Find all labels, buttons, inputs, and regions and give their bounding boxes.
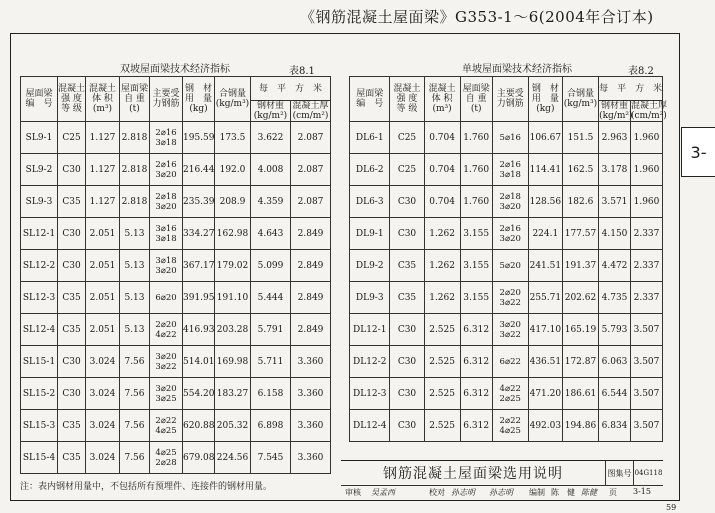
steel-amount-cell: 391.95 [183,282,215,314]
table-row [21,442,331,474]
header-cell: 钢材重 (kg/m²) [251,101,291,122]
beam-id-cell: SL15-2 [21,378,58,410]
review-signature: 吴孟西 [371,488,395,497]
header-cell: 合钢量 (kg/m³) [562,77,598,122]
steel-ratio-cell: 173.5 [215,122,251,154]
steel-per-m2-cell: 5.444 [251,282,291,314]
main-rebar-cell: 3⌀16 3⌀18 [150,218,183,250]
beam-id-cell: SL9-2 [21,154,58,186]
steel-ratio-cell: 169.98 [215,346,251,378]
left-table-body [21,122,331,474]
table-row [350,346,663,378]
concrete-thickness-cell: 2.087 [291,154,331,186]
main-rebar-cell: 2⌀20 4⌀22 [150,314,183,346]
steel-amount-cell: 255.71 [528,282,562,314]
design-label: 编制 [529,488,545,497]
concrete-thickness-cell: 3.360 [291,346,331,378]
concrete-thickness-cell: 3.507 [630,314,662,346]
header-cell: 主要受 力钢筋 [150,77,183,122]
steel-per-m2-cell: 2.963 [599,122,631,154]
concrete-volume-cell: 3.024 [86,442,120,474]
beam-id-cell: SL15-3 [21,410,58,442]
table-row [350,122,663,154]
beam-weight-cell: 1.760 [460,122,492,154]
steel-ratio-cell: 151.5 [562,122,598,154]
header-cell: 混凝土 强 度 等 级 [58,77,86,122]
main-rebar-cell: 3⌀20 3⌀25 [150,378,183,410]
concrete-thickness-cell: 2.849 [291,282,331,314]
table-row [350,218,663,250]
steel-amount-cell: 471.20 [528,378,562,410]
concrete-volume-cell: 2.525 [424,410,460,442]
steel-amount-cell: 195.59 [183,122,215,154]
main-rebar-cell: 2⌀18 3⌀20 [492,186,528,218]
steel-ratio-cell: 172.87 [562,346,598,378]
steel-per-m2-cell: 6.544 [599,378,631,410]
concrete-volume-cell: 0.704 [424,122,460,154]
concrete-volume-cell: 3.024 [86,346,120,378]
beam-id-cell: DL9-3 [350,282,390,314]
main-rebar-cell: 4⌀25 2⌀28 [150,442,183,474]
steel-per-m2-cell: 5.099 [251,250,291,282]
header-cell: 钢 材 用 量 (kg) [528,77,562,122]
main-rebar-cell: 2⌀22 4⌀25 [150,410,183,442]
steel-ratio-cell: 182.6 [562,186,598,218]
beam-weight-cell: 5.13 [120,282,150,314]
beam-id-cell: DL12-1 [350,314,390,346]
steel-amount-cell: 417.10 [528,314,562,346]
concrete-volume-cell: 0.704 [424,154,460,186]
steel-per-m2-cell: 5.711 [251,346,291,378]
beam-weight-cell: 1.760 [460,154,492,186]
main-rebar-cell: 3⌀20 3⌀22 [150,346,183,378]
concrete-thickness-cell: 2.849 [291,314,331,346]
atlas-label: 图集号 [606,461,634,486]
main-rebar-cell: 2⌀22 4⌀25 [492,410,528,442]
steel-ratio-cell: 177.57 [562,218,598,250]
steel-ratio-cell: 162.5 [562,154,598,186]
steel-amount-cell: 367.17 [183,250,215,282]
steel-per-m2-cell: 7.545 [251,442,291,474]
steel-amount-cell: 334.27 [183,218,215,250]
concrete-volume-cell: 2.525 [424,314,460,346]
steel-per-m2-cell: 3.178 [599,154,631,186]
table-row [21,410,331,442]
main-rebar-cell: 2⌀16 3⌀20 [492,218,528,250]
concrete-grade-cell: C30 [58,378,86,410]
single-slope-beam-table [349,76,667,442]
concrete-grade-cell: C30 [58,154,86,186]
header-cell: 屋面梁 编 号 [350,77,390,122]
design-name: 陈 健 [551,488,575,497]
beam-id-cell: DL9-2 [350,250,390,282]
main-rebar-cell: 4⌀22 2⌀25 [492,378,528,410]
steel-ratio-cell: 208.9 [215,186,251,218]
concrete-grade-cell: C30 [390,378,424,410]
beam-id-cell: SL12-1 [21,218,58,250]
steel-per-m2-cell: 3.571 [599,186,631,218]
main-rebar-cell: 2⌀16 3⌀20 [150,154,183,186]
concrete-volume-cell: 2.525 [424,346,460,378]
check-signature-2: 孙志明 [489,488,513,497]
header-cell: 主要受 力钢筋 [492,77,528,122]
steel-ratio-cell: 194.86 [562,410,598,442]
table-row [21,346,331,378]
signature-row [341,485,663,500]
right-table-caption: 单坡屋面梁技术经济指标 [462,64,572,75]
beam-weight-cell: 7.56 [120,410,150,442]
concrete-volume-cell: 2.051 [86,250,120,282]
concrete-grade-cell: C30 [58,346,86,378]
concrete-thickness-cell: 2.849 [291,218,331,250]
table-row [350,314,663,346]
beam-weight-cell: 6.312 [460,346,492,378]
beam-id-cell: SL12-3 [21,282,58,314]
concrete-grade-cell: C30 [390,186,424,218]
review-label: 审核 [345,488,361,497]
steel-amount-cell: 554.20 [183,378,215,410]
beam-weight-cell: 2.818 [120,154,150,186]
concrete-grade-cell: C35 [390,250,424,282]
beam-weight-cell: 5.13 [120,218,150,250]
left-table-number: 表8.1 [289,66,315,77]
header-cell: 钢 材 用 量 (kg) [183,77,215,122]
header-cell: 屋面梁 编 号 [21,77,58,122]
header-cell: 混凝土 强 度 等 级 [390,77,424,122]
beam-weight-cell: 3.155 [460,218,492,250]
page-label: 页 [609,488,617,497]
concrete-volume-cell: 1.262 [424,282,460,314]
beam-id-cell: SL9-3 [21,186,58,218]
concrete-grade-cell: C30 [390,346,424,378]
main-rebar-cell: 5⌀20 [492,250,528,282]
steel-per-m2-cell: 5.793 [599,314,631,346]
header-cell: 每 平 方 米 [599,77,663,101]
beam-id-cell: DL9-1 [350,218,390,250]
beam-weight-cell: 1.760 [460,186,492,218]
steel-per-m2-cell: 5.791 [251,314,291,346]
concrete-grade-cell: C35 [390,282,424,314]
concrete-volume-cell: 2.051 [86,218,120,250]
concrete-thickness-cell: 1.960 [630,122,662,154]
concrete-volume-cell: 2.051 [86,282,120,314]
table-row [21,282,331,314]
concrete-thickness-cell: 1.960 [630,186,662,218]
steel-amount-cell: 514.01 [183,346,215,378]
steel-amount-cell: 216.44 [183,154,215,186]
concrete-volume-cell: 1.127 [86,122,120,154]
concrete-thickness-cell: 1.960 [630,154,662,186]
steel-amount-cell: 114.41 [528,154,562,186]
concrete-volume-cell: 2.525 [424,378,460,410]
concrete-grade-cell: C25 [390,154,424,186]
steel-per-m2-cell: 6.158 [251,378,291,410]
steel-per-m2-cell: 4.472 [599,250,631,282]
header-cell: 钢材重 (kg/m²) [599,101,633,121]
table-row [21,378,331,410]
section-tab: 3- [681,127,715,177]
steel-amount-cell: 128.56 [528,186,562,218]
header-cell: 混凝土 体 积 (m³) [86,77,120,122]
beam-weight-cell: 7.56 [120,378,150,410]
left-table-header [21,77,331,122]
document-header: 《钢筋混凝土屋面梁》G353-1～6(2004年合订本) [300,8,654,26]
table-row [350,282,663,314]
concrete-thickness-cell: 2.087 [291,186,331,218]
beam-weight-cell: 2.818 [120,186,150,218]
concrete-thickness-cell: 3.507 [630,378,662,410]
header-cell: 屋面梁 自 重 (t) [120,77,150,122]
beam-id-cell: DL6-3 [350,186,390,218]
concrete-thickness-cell: 2.337 [630,250,662,282]
table-row [21,218,331,250]
concrete-thickness-cell: 3.360 [291,410,331,442]
beam-id-cell: DL12-3 [350,378,390,410]
concrete-thickness-cell: 3.507 [630,346,662,378]
check-label: 校对 [429,488,445,497]
steel-amount-cell: 492.03 [528,410,562,442]
beam-weight-cell: 3.155 [460,250,492,282]
concrete-volume-cell: 3.024 [86,410,120,442]
steel-ratio-cell: 205.32 [215,410,251,442]
beam-weight-cell: 3.155 [460,282,492,314]
header-cell: 每 平 方 米 [251,77,331,101]
concrete-thickness-cell: 3.507 [630,410,662,442]
concrete-thickness-cell: 2.849 [291,250,331,282]
steel-amount-cell: 620.88 [183,410,215,442]
steel-per-m2-cell: 4.150 [599,218,631,250]
beam-id-cell: SL15-1 [21,346,58,378]
concrete-thickness-cell: 2.337 [630,218,662,250]
main-rebar-cell: 3⌀20 3⌀22 [492,314,528,346]
steel-ratio-cell: 179.02 [215,250,251,282]
steel-per-m2-cell: 6.898 [251,410,291,442]
steel-per-m2-cell: 6.063 [599,346,631,378]
steel-ratio-cell: 224.56 [215,442,251,474]
beam-weight-cell: 6.312 [460,378,492,410]
concrete-grade-cell: C35 [58,410,86,442]
steel-amount-cell: 416.93 [183,314,215,346]
beam-weight-cell: 5.13 [120,250,150,282]
beam-weight-cell: 7.56 [120,442,150,474]
table-row [350,154,663,186]
design-signature: 陈健 [581,488,597,497]
main-rebar-cell: 2⌀20 3⌀22 [492,282,528,314]
concrete-grade-cell: C30 [390,218,424,250]
steel-amount-cell: 241.51 [528,250,562,282]
concrete-volume-cell: 1.127 [86,154,120,186]
header-cell: 屋面梁 自 重 (t) [460,77,492,122]
table-row [21,122,331,154]
beam-id-cell: DL12-4 [350,410,390,442]
steel-ratio-cell: 192.0 [215,154,251,186]
beam-weight-cell: 7.56 [120,346,150,378]
concrete-grade-cell: C35 [58,314,86,346]
beam-id-cell: SL15-4 [21,442,58,474]
drawing-title: 钢筋混凝土屋面梁选用说明 [341,461,606,486]
concrete-grade-cell: C25 [58,122,86,154]
header-cell: 混凝土厚 (cm/m²) [292,101,329,121]
steel-per-m2-cell: 6.834 [599,410,631,442]
right-table-number: 表8.2 [628,66,654,77]
concrete-thickness-cell: 3.360 [291,442,331,474]
table-row [21,154,331,186]
table-row [21,314,331,346]
steel-per-m2-cell: 4.643 [251,218,291,250]
steel-ratio-cell: 165.19 [562,314,598,346]
header-cell: 混凝土厚 (cm/m²) [630,101,667,121]
concrete-thickness-cell: 3.360 [291,378,331,410]
concrete-grade-cell: C30 [390,410,424,442]
beam-id-cell: SL9-1 [21,122,58,154]
concrete-volume-cell: 1.262 [424,218,460,250]
beam-id-cell: SL12-4 [21,314,58,346]
concrete-grade-cell: C35 [58,186,86,218]
table-note: 注：表内钢材用量中，不包括所有预埋件、连接件的钢材用量。 [20,482,273,492]
main-rebar-cell: 5⌀16 [492,122,528,154]
concrete-volume-cell: 1.127 [86,186,120,218]
concrete-grade-cell: C35 [58,282,86,314]
main-rebar-cell: 6⌀20 [150,282,183,314]
steel-ratio-cell: 191.10 [215,282,251,314]
header-cell: 合钢量 (kg/m³) [215,77,251,122]
concrete-thickness-cell: 2.087 [291,122,331,154]
right-table-body [350,122,663,442]
beam-id-cell: DL12-2 [350,346,390,378]
steel-per-m2-cell: 4.359 [251,186,291,218]
main-rebar-cell: 3⌀18 3⌀20 [150,250,183,282]
concrete-thickness-cell: 2.337 [630,282,662,314]
concrete-volume-cell: 2.051 [86,314,120,346]
beam-id-cell: SL12-2 [21,250,58,282]
table-row [21,186,331,218]
right-table-header [350,77,667,122]
concrete-grade-cell: C30 [58,218,86,250]
header-cell: 混凝土 体 积 (m³) [424,77,460,122]
steel-amount-cell: 679.08 [183,442,215,474]
table-row [21,250,331,282]
steel-ratio-cell: 203.28 [215,314,251,346]
beam-weight-cell: 6.312 [460,410,492,442]
concrete-grade-cell: C25 [390,122,424,154]
steel-ratio-cell: 162.98 [215,218,251,250]
steel-per-m2-cell: 3.622 [251,122,291,154]
beam-id-cell: DL6-2 [350,154,390,186]
beam-weight-cell: 6.312 [460,314,492,346]
page-code: 3-15 [633,487,651,496]
concrete-volume-cell: 3.024 [86,378,120,410]
steel-ratio-cell: 202.62 [562,282,598,314]
concrete-volume-cell: 0.704 [424,186,460,218]
page-number: 59 [666,503,677,512]
left-table-caption: 双坡屋面梁技术经济指标 [120,64,230,75]
table-row [350,378,663,410]
concrete-grade-cell: C35 [58,442,86,474]
steel-per-m2-cell: 4.008 [251,154,291,186]
concrete-grade-cell: C30 [390,314,424,346]
atlas-number: 04G118 [634,461,663,486]
table-row [350,410,663,442]
main-rebar-cell: 2⌀18 3⌀20 [150,186,183,218]
main-rebar-cell: 6⌀22 [492,346,528,378]
beam-id-cell: DL6-1 [350,122,390,154]
table-row [350,186,663,218]
steel-amount-cell: 235.39 [183,186,215,218]
check-signature: 孙志明 [451,488,475,497]
steel-ratio-cell: 191.37 [562,250,598,282]
beam-weight-cell: 5.13 [120,314,150,346]
double-slope-beam-table [20,76,331,474]
steel-ratio-cell: 183.27 [215,378,251,410]
steel-per-m2-cell: 4.735 [599,282,631,314]
main-rebar-cell: 2⌀16 3⌀18 [150,122,183,154]
concrete-grade-cell: C30 [58,250,86,282]
main-rebar-cell: 2⌀16 3⌀18 [492,154,528,186]
table-row [350,250,663,282]
steel-amount-cell: 106.67 [528,122,562,154]
beam-weight-cell: 2.818 [120,122,150,154]
steel-ratio-cell: 186.61 [562,378,598,410]
steel-amount-cell: 224.1 [528,218,562,250]
steel-amount-cell: 436.51 [528,346,562,378]
concrete-volume-cell: 1.262 [424,250,460,282]
